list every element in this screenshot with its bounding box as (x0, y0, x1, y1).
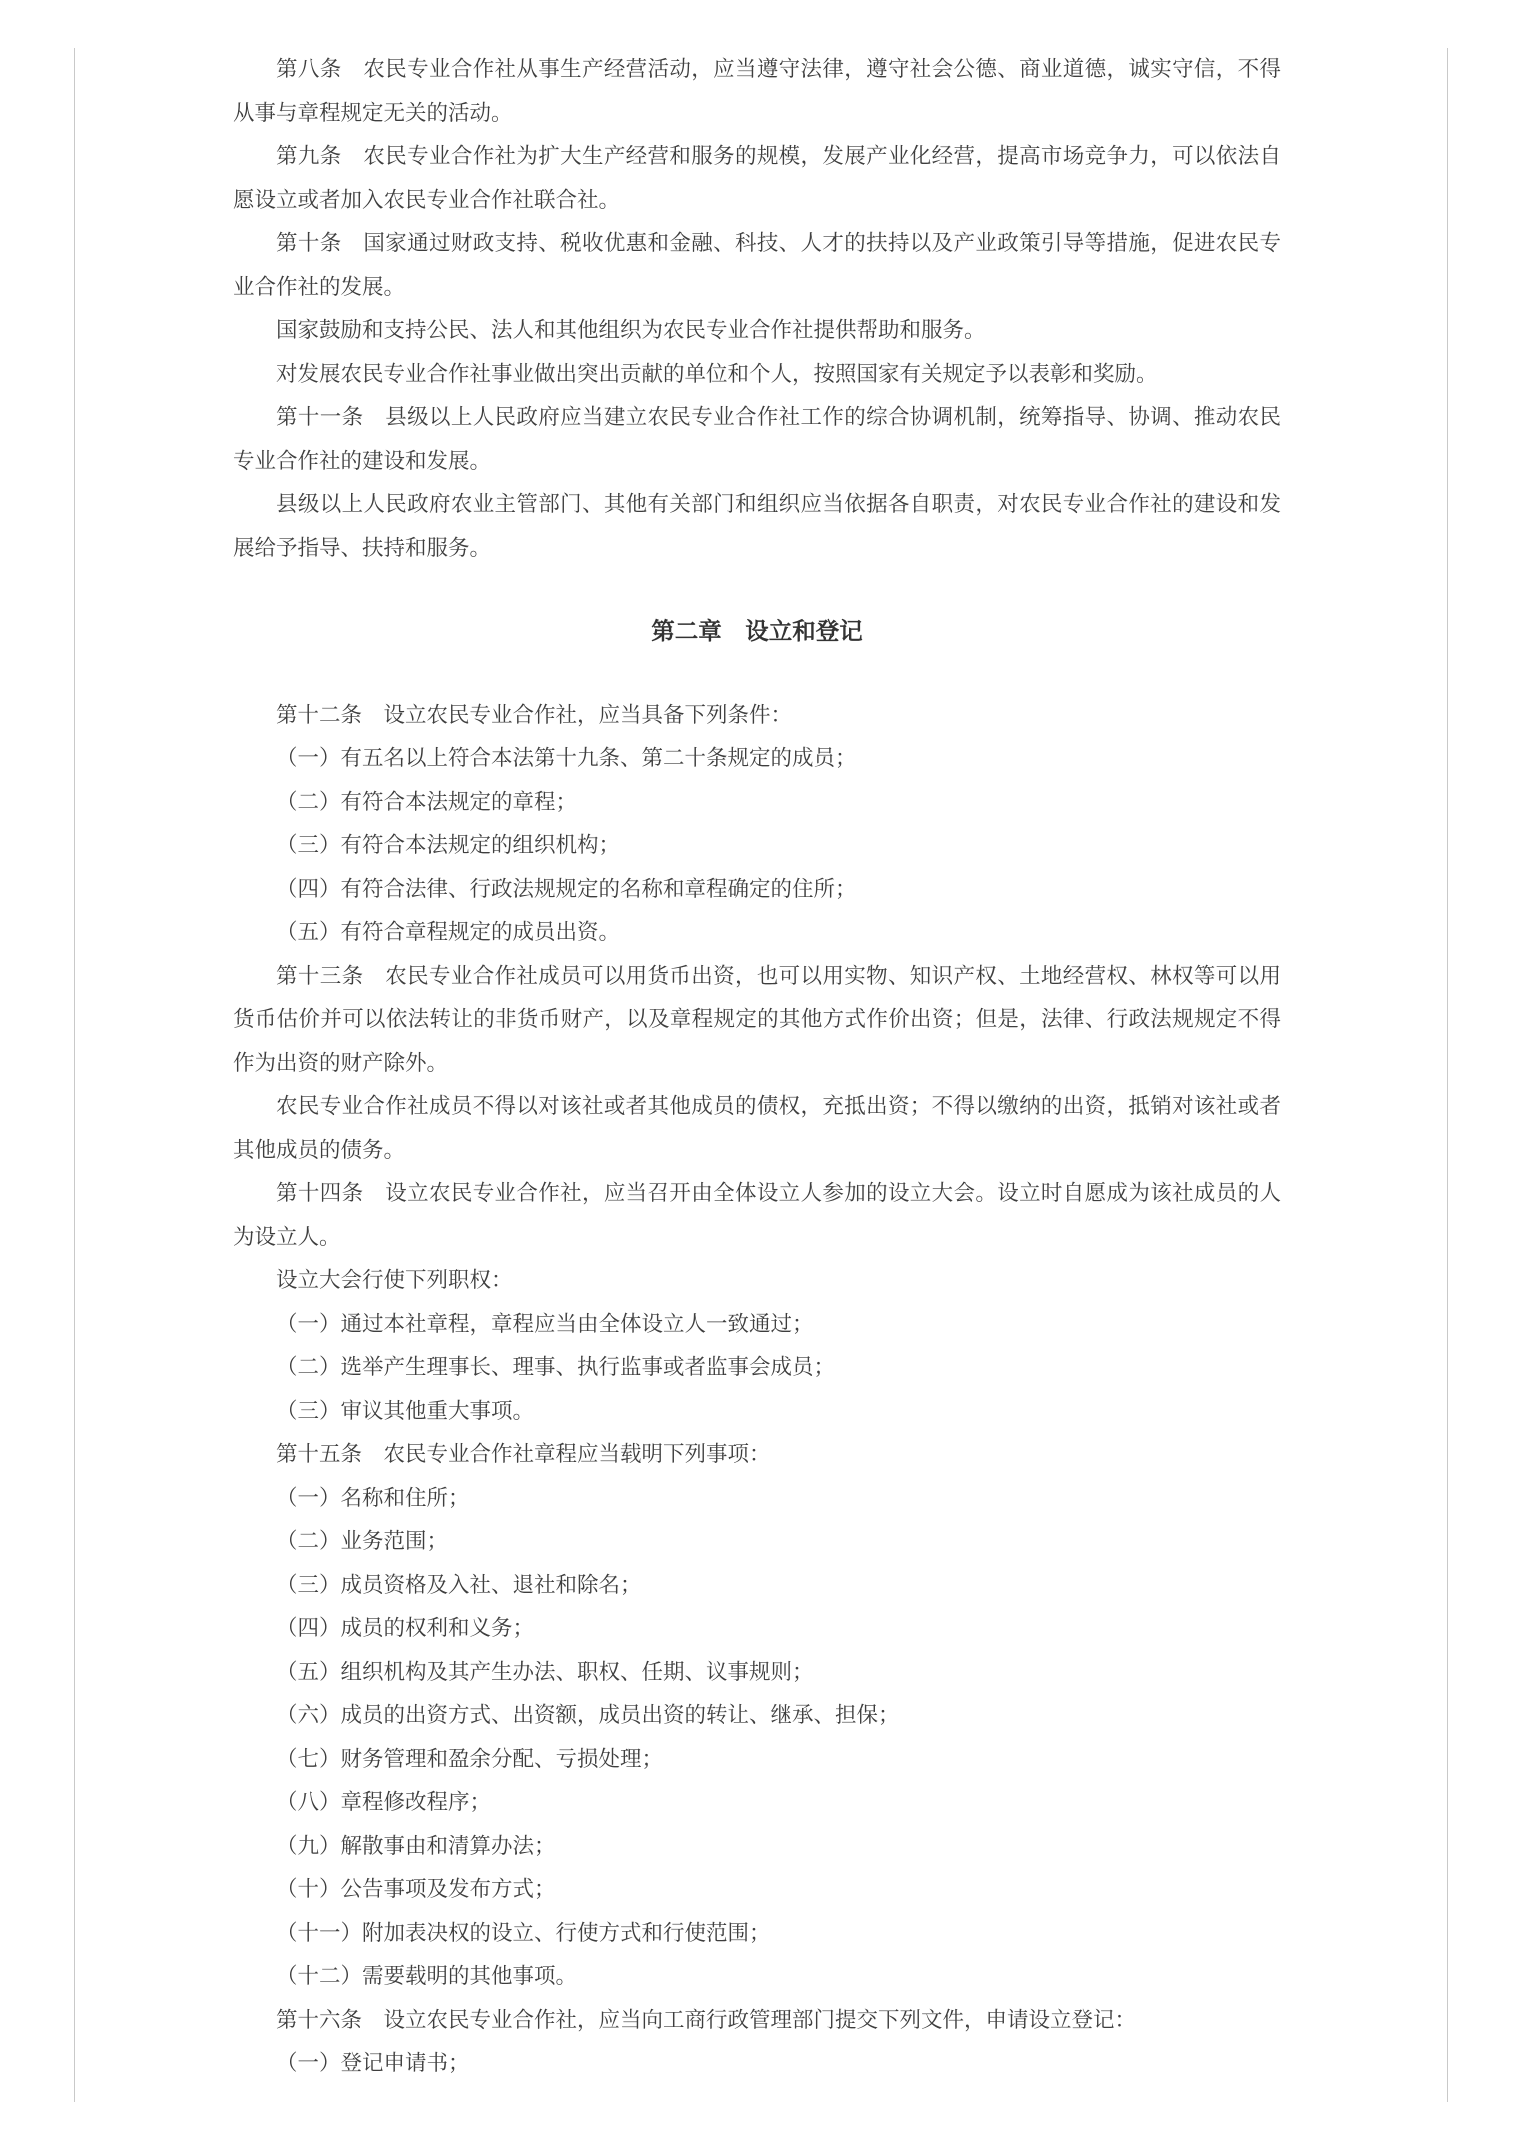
paragraph: 第十五条 农民专业合作社章程应当载明下列事项： (276, 1442, 771, 1466)
document-page (74, 48, 1448, 2102)
paragraph: 第十四条 设立农民专业合作社，应当召开由全体设立人参加的设立大会。设立时自愿成为该社成员的人为设立人。 (233, 1181, 1281, 1249)
paragraph: （一）通过本社章程，章程应当由全体设立人一致通过； (276, 1311, 814, 1336)
paragraph: （三）有符合本法规定的组织机构； (276, 833, 621, 857)
paragraph: （十）公告事项及发布方式； (276, 1877, 556, 1901)
paragraph: （十二）需要载明的其他事项。 (276, 1964, 578, 1988)
paragraph: 第十三条 农民专业合作社成员可以用货币出资，也可以用实物、知识产权、土地经营权、林权等可以用货币估价并可以依法转让的非货币财产，以及章程规定的其他方式作价出资；但是，法律、行政法规规定不得作为出资的财产除外。 (233, 963, 1281, 1075)
paragraph: （五）组织机构及其产生办法、职权、任期、议事规则； (276, 1659, 814, 1684)
paragraph: 第十六条 设立农民专业合作社，应当向工商行政管理部门提交下列文件，申请设立登记： (276, 2007, 1137, 2032)
paragraph: （二）选举产生理事长、理事、执行监事或者监事会成员； (276, 1355, 836, 1379)
paragraph: （九）解散事由和清算办法； (276, 1833, 556, 1858)
paragraph: （四）成员的权利和义务； (276, 1616, 535, 1640)
chapter-heading: 第二章 设立和登记 (651, 618, 863, 644)
paragraph: 第十二条 设立农民专业合作社，应当具备下列条件： (276, 702, 793, 727)
paragraph: （十一）附加表决权的设立、行使方式和行使范围； (276, 1920, 771, 1945)
paragraph: 对发展农民专业合作社事业做出突出贡献的单位和个人，按照国家有关规定予以表彰和奖励。 (276, 361, 1158, 386)
paragraph: 第十条 国家通过财政支持、税收优惠和金融、科技、人才的扶持以及产业政策引导等措施，促进农民专业合作社的发展。 (233, 231, 1281, 299)
paragraph: （八）章程修改程序； (276, 1790, 492, 1814)
paragraph: （三）审议其他重大事项。 (276, 1398, 535, 1423)
paragraph: 第八条 农民专业合作社从事生产经营活动，应当遵守法律，遵守社会公德、商业道德，诚实守信，不得从事与章程规定无关的活动。 (233, 57, 1281, 125)
paragraph: 设立大会行使下列职权： (276, 1268, 513, 1292)
document-content (233, 48, 1281, 2086)
paragraph: （七）财务管理和盈余分配、亏损处理； (276, 1746, 664, 1771)
paragraph: 第十一条 县级以上人民政府应当建立农民专业合作社工作的综合协调机制，统筹指导、协调、推动农民专业合作社的建设和发展。 (233, 405, 1281, 473)
paragraph: 第九条 农民专业合作社为扩大生产经营和服务的规模，发展产业化经营，提高市场竞争力，可以依法自愿设立或者加入农民专业合作社联合社。 (233, 144, 1281, 212)
paragraph: （六）成员的出资方式、出资额，成员出资的转让、继承、担保； (276, 1703, 900, 1727)
paragraph: （二）业务范围； (276, 1529, 449, 1553)
paragraph: 县级以上人民政府农业主管部门、其他有关部门和组织应当依据各自职责，对农民专业合作社的建设和发展给予指导、扶持和服务。 (233, 492, 1281, 560)
paragraph: （四）有符合法律、行政法规规定的名称和章程确定的住所； (276, 876, 857, 901)
paragraph: （五）有符合章程规定的成员出资。 (276, 920, 621, 944)
paragraph: 国家鼓励和支持公民、法人和其他组织为农民专业合作社提供帮助和服务。 (276, 318, 986, 342)
paragraph: （一）有五名以上符合本法第十九条、第二十条规定的成员； (276, 746, 857, 770)
paragraph: （三）成员资格及入社、退社和除名； (276, 1572, 642, 1597)
paragraph: 农民专业合作社成员不得以对该社或者其他成员的债权，充抵出资；不得以缴纳的出资，抵销对该社或者其他成员的债务。 (233, 1094, 1281, 1162)
paragraph: （一）名称和住所； (276, 1485, 470, 1510)
paragraph: （一）登记申请书； (276, 2051, 470, 2075)
paragraph: （二）有符合本法规定的章程； (276, 789, 578, 814)
